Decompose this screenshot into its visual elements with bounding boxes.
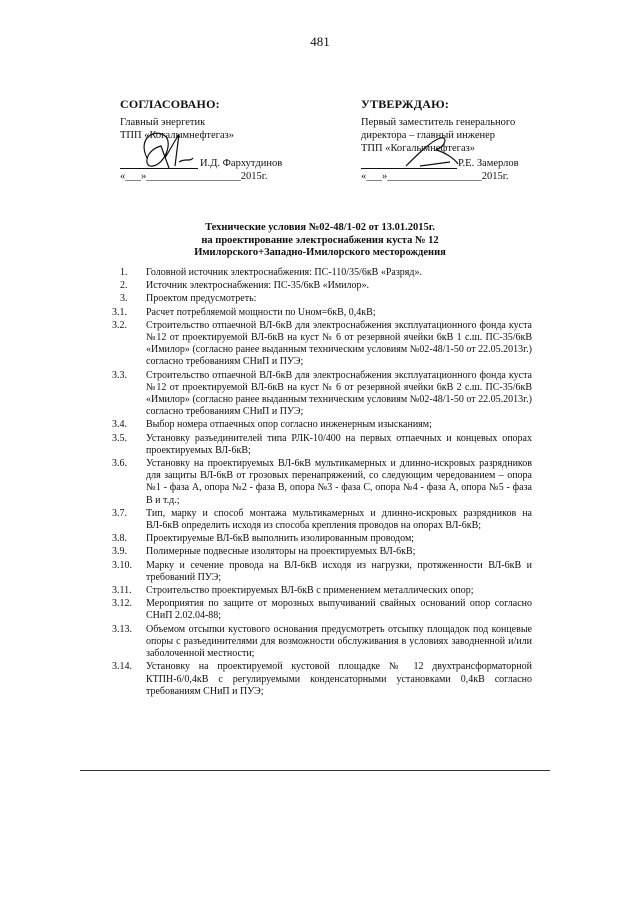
- list-item: [112, 560, 532, 584]
- list-item: [112, 508, 532, 532]
- footer-divider: [80, 770, 550, 771]
- document-title: [0, 222, 640, 260]
- date-left: «___»__________________2015г.: [120, 171, 268, 182]
- list-item: [112, 585, 532, 597]
- title-line-2: на проектирование электроснабжения куста № 12: [201, 234, 439, 246]
- list-item: [112, 624, 532, 661]
- list-item: [112, 370, 532, 419]
- list-item-text: Объемом отсыпки кустового основания предусмотреть отсыпку площадок под концевые опоры с разъединителями для возможности обслуживания в условиях заводненной и/или заболоченной местности;: [146, 623, 532, 660]
- signatory-left: И.Д. Фархутдинов: [200, 158, 283, 169]
- signature-left: [135, 128, 195, 173]
- list-item: [112, 458, 532, 507]
- list-item-number: 3.14.: [112, 661, 132, 673]
- list-item: [112, 320, 532, 369]
- signature-line-left: [120, 168, 198, 169]
- title-line-1: Технические условия №02-48/1-02 от 13.01.2015г.: [205, 222, 435, 233]
- list-item: [112, 533, 532, 545]
- list-item-text: Установку разъединителей типа РЛК-10/400 на первых отпаечных и концевых опорах проектируемых ВЛ-6кВ;: [146, 432, 532, 456]
- signature-right: [400, 132, 460, 172]
- list-item-text: Строительство проектируемых ВЛ-6кВ с применением металлических опор;: [146, 585, 474, 597]
- list-item: [112, 546, 532, 558]
- list-item: [112, 661, 532, 698]
- approval-position-right-2: директора – главный инженер: [361, 130, 496, 141]
- requirements-list: [112, 267, 532, 699]
- list-item: [112, 433, 532, 457]
- list-item-number: 3.: [120, 293, 128, 305]
- list-item-text: Строительство отпаечной ВЛ-6кВ для электроснабжения эксплуатационного фонда куста №12 от проектируемой ВЛ-6кВ на куст № 6 от резервной ячейки 6кВ 2 с.ш. ПС-35/6кВ «Имилор» (согласно ранее выданным техническим условиям №02-48/1-50 от 22.05.2013г.) согласно требованиям СНиП и ПУЭ;: [146, 369, 532, 418]
- list-item-text: Полимерные подвесные изоляторы на проектируемых ВЛ-6кВ;: [146, 546, 416, 558]
- list-item-number: 3.12.: [112, 598, 132, 610]
- list-item: [112, 280, 532, 292]
- list-item: [112, 598, 532, 622]
- title-line-3: Имилорского+Западно-Имилорского месторождения: [194, 247, 446, 258]
- signature-line-right: [361, 168, 457, 169]
- approval-org-left: ТПП «Когалымнефтегаз»: [120, 130, 235, 141]
- list-item: [112, 267, 532, 279]
- approval-position-left: Главный энергетик: [120, 117, 206, 128]
- list-item-number: 3.1.: [112, 306, 127, 318]
- list-item-number: 3.11.: [112, 585, 132, 597]
- list-item-text: Выбор номера отпаечных опор согласно инженерным изысканиям;: [146, 419, 432, 431]
- list-item-number: 3.2.: [112, 319, 127, 331]
- list-item-text: Проектом предусмотреть:: [146, 293, 257, 305]
- list-item-text: Тип, марку и способ монтажа мультикамерных и длинно-искровых разрядников на ВЛ-6кВ определить исходя из способа крепления проводов на опорах ВЛ-6кВ;: [146, 507, 532, 532]
- approval-position-right: Первый заместитель генерального: [361, 117, 516, 128]
- date-right: «___»__________________2015г.: [361, 171, 509, 182]
- list-item-number: 3.8.: [112, 533, 127, 545]
- page-number: 481: [310, 34, 330, 49]
- list-item-number: 3.4.: [112, 419, 127, 431]
- list-item-number: 2.: [120, 280, 128, 292]
- list-item-number: 3.3.: [112, 369, 127, 381]
- list-item-number: 3.13.: [112, 623, 132, 635]
- signatory-right: Р.Е. Замерлов: [458, 158, 519, 169]
- approval-heading-left: СОГЛАСОВАНО:: [120, 97, 220, 111]
- list-item-text: Проектируемые ВЛ-6кВ выполнить изолированным проводом;: [146, 533, 415, 545]
- list-item: [112, 307, 532, 319]
- list-item-number: 3.6.: [112, 458, 127, 470]
- list-item-text: Установку на проектируемых ВЛ-6кВ мультикамерных и длинно-искровых разрядников для защиты ВЛ-6кВ от грозовых перенапряжений, со следующим чередованием – опора №1 - фаза А, опора №2 - фаза В, опора №3 - фаза С, опора №4 - фаза А, опора №5 - фаза В и т.д.;: [146, 458, 532, 506]
- approval-org-right: ТПП «Когалымнефтегаз»: [361, 143, 476, 154]
- list-item-number: 3.7.: [112, 507, 127, 519]
- list-item-text: Расчет потребляемой мощности по Uном=6кВ, 0,4кВ;: [146, 306, 376, 318]
- list-item-text: Головной источник электроснабжения: ПС-110/35/6кВ «Разряд».: [146, 267, 422, 278]
- list-item-number: 1.: [120, 267, 128, 278]
- list-item-text: Источник электроснабжения: ПС-35/6кВ «Имилор».: [146, 280, 370, 292]
- list-item-number: 3.5.: [112, 432, 127, 444]
- list-item: [112, 419, 532, 431]
- list-item: [112, 293, 532, 305]
- list-item-text: Мероприятия по защите от морозных выпучиваний свайных оснований опор согласно СНиП 2.02.04-88;: [146, 598, 532, 622]
- list-item-text: Строительство отпаечной ВЛ-6кВ для электроснабжения эксплуатационного фонда куста №12 от проектируемой ВЛ-6кВ на куст № 6 от резервной ячейки 6кВ 1 с.ш. ПС-35/6кВ «Имилор» (согласно ранее выданным техническим условиям №02-48/1-50 от 22.05.2013г.) согласно требованиям СНиП и ПУЭ;: [146, 319, 532, 368]
- approval-heading-right: УТВЕРЖДАЮ:: [361, 97, 450, 111]
- list-item-number: 3.10.: [112, 559, 132, 571]
- list-item-number: 3.9.: [112, 546, 127, 558]
- list-item-text: Марку и сечение провода на ВЛ-6кВ исходя из нагрузки, протяженности ВЛ-6кВ и требований ПУЭ;: [146, 559, 532, 583]
- list-item-text: Установку на проектируемой кустовой площадке № 12 двухтрансформаторной КТПН-6/0,4кВ с регулируемыми конденсаторными установками 0,4кВ согласно требованиям СНиП и ПУЭ;: [146, 661, 532, 697]
